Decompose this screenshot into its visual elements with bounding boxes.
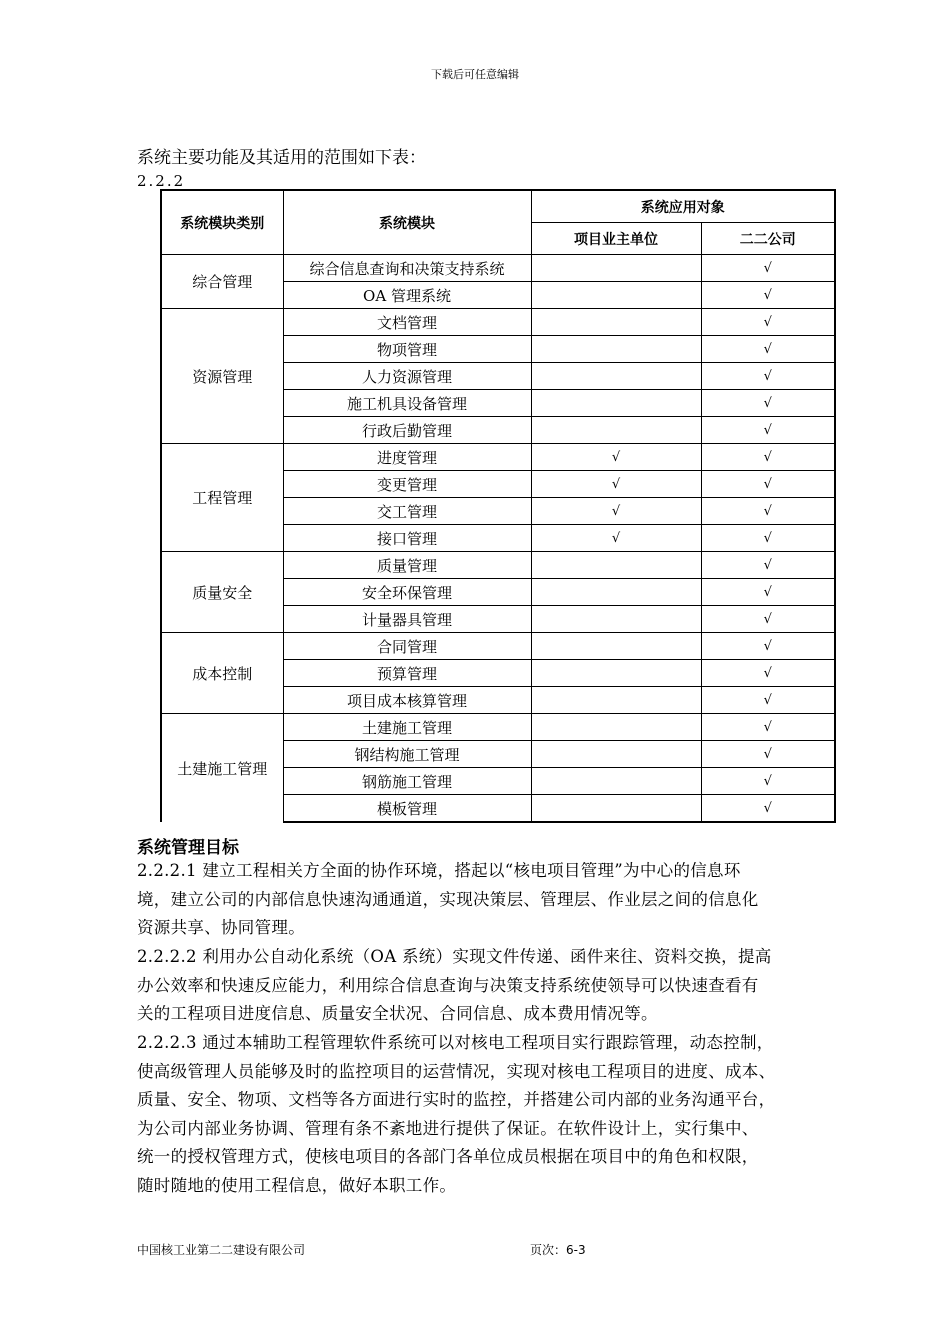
footer-page: 页次：6-3 [530,1243,586,1257]
company-check-cell: √ [701,795,835,823]
paragraph-line: 办公效率和快速反应能力，利用综合信息查询与决策支持系统使领导可以快速查看有 [137,975,759,995]
module-cell: 计量器具管理 [283,606,531,633]
company-check-cell: √ [701,471,835,498]
owner-check-cell [531,552,701,579]
company-check-cell: √ [701,606,835,633]
table-body [161,255,835,823]
header-owner: 项目业主单位 [531,223,701,255]
category-cell: 工程管理 [161,444,283,552]
table-row [161,552,835,579]
owner-check-cell: √ [531,498,701,525]
table-row [161,255,835,282]
module-cell: 综合信息查询和决策支持系统 [283,255,531,282]
category-cell: 综合管理 [161,255,283,309]
company-check-cell: √ [701,255,835,282]
owner-check-cell [531,336,701,363]
header-target: 系统应用对象 [531,190,835,223]
module-cell: 项目成本核算管理 [283,687,531,714]
paragraph-3 [137,1029,857,1200]
category-cell: 质量安全 [161,552,283,633]
paragraph-line: 为公司内部业务协调、管理有条不紊地进行提供了保证。在软件设计上，实行集中、 [137,1118,759,1138]
company-check-cell: √ [701,309,835,336]
paragraph-line: 质量、安全、物项、文档等各方面进行实时的监控，并搭建公司内部的业务沟通平台， [137,1090,776,1109]
module-cell: 变更管理 [283,471,531,498]
header-company: 二二公司 [701,223,835,255]
owner-check-cell [531,579,701,606]
table-row [161,444,835,471]
section-number: 2.2.2 [137,172,186,190]
paragraph-line: 2.2.2.1 建立工程相关方全面的协作环境，搭起以“核电项目管理”为中心的信息环 [137,861,741,880]
company-check-cell: √ [701,363,835,390]
table-row [161,309,835,336]
owner-check-cell [531,606,701,633]
header-category: 系统模块类别 [161,190,283,255]
header-note: 下载后可任意编辑 [431,68,519,81]
company-check-cell: √ [701,498,835,525]
module-cell: 质量管理 [283,552,531,579]
category-cell: 资源管理 [161,309,283,444]
paragraph-line: 境，建立公司的内部信息快速沟通通道，实现决策层、管理层、作业层之间的信息化 [137,889,759,909]
paragraph-line: 关的工程项目进度信息、质量安全状况、合同信息、成本费用情况等。 [137,1004,658,1023]
company-check-cell: √ [701,552,835,579]
paragraph-line: 资源共享、协同管理。 [137,918,305,937]
table-row [161,633,835,660]
paragraph-line: 随时随地的使用工程信息，做好本职工作。 [137,1175,457,1195]
paragraph-line: 2.2.2.3 通过本辅助工程管理软件系统可以对核电工程项目实行跟踪管理，动态控制， [137,1033,774,1052]
intro-text: 系统主要功能及其适用的范围如下表： [137,148,426,168]
owner-check-cell [531,687,701,714]
owner-check-cell [531,390,701,417]
company-check-cell: √ [701,390,835,417]
table-row [161,714,835,741]
owner-check-cell: √ [531,525,701,552]
owner-check-cell [531,714,701,741]
owner-check-cell: √ [531,471,701,498]
owner-check-cell [531,633,701,660]
owner-check-cell [531,255,701,282]
company-check-cell: √ [701,660,835,687]
owner-check-cell [531,741,701,768]
owner-check-cell [531,768,701,795]
footer-company: 中国核工业第二二建设有限公司 [137,1243,306,1257]
module-cell: 土建施工管理 [283,714,531,741]
module-cell: OA 管理系统 [283,282,531,309]
module-cell: 物项管理 [283,336,531,363]
company-check-cell: √ [701,633,835,660]
company-check-cell: √ [701,714,835,741]
module-cell: 钢筋施工管理 [283,768,531,795]
paragraph-1 [137,857,857,943]
module-cell: 交工管理 [283,498,531,525]
company-check-cell: √ [701,741,835,768]
module-cell: 施工机具设备管理 [283,390,531,417]
module-cell: 文档管理 [283,309,531,336]
category-cell: 土建施工管理 [161,714,283,823]
module-cell: 进度管理 [283,444,531,471]
company-check-cell: √ [701,444,835,471]
module-cell: 合同管理 [283,633,531,660]
paragraph-line: 统一的授权管理方式，使核电项目的各部门各单位成员根据在项目中的角色和权限， [137,1147,759,1166]
company-check-cell: √ [701,768,835,795]
owner-check-cell [531,282,701,309]
owner-check-cell [531,660,701,687]
category-cell: 成本控制 [161,633,283,714]
company-check-cell: √ [701,336,835,363]
owner-check-cell [531,363,701,390]
module-cell: 接口管理 [283,525,531,552]
module-cell: 人力资源管理 [283,363,531,390]
company-check-cell: √ [701,417,835,444]
paragraph-line: 2.2.2.2 利用办公自动化系统（OA 系统）实现文件传递、函件来往、资料交换，提高 [137,947,772,966]
module-cell: 预算管理 [283,660,531,687]
module-cell: 钢结构施工管理 [283,741,531,768]
module-cell: 模板管理 [283,795,531,823]
company-check-cell: √ [701,282,835,309]
module-table [160,189,836,823]
owner-check-cell [531,309,701,336]
paragraph-line: 使高级管理人员能够及时的监控项目的运营情况，实现对核电工程项目的进度、成本、 [137,1061,776,1081]
paragraph-2 [137,943,857,1029]
goal-title: 系统管理目标 [137,838,239,858]
owner-check-cell [531,795,701,823]
module-cell: 安全环保管理 [283,579,531,606]
module-cell: 行政后勤管理 [283,417,531,444]
header-module: 系统模块 [283,190,531,255]
owner-check-cell: √ [531,444,701,471]
company-check-cell: √ [701,525,835,552]
company-check-cell: √ [701,687,835,714]
owner-check-cell [531,417,701,444]
company-check-cell: √ [701,579,835,606]
